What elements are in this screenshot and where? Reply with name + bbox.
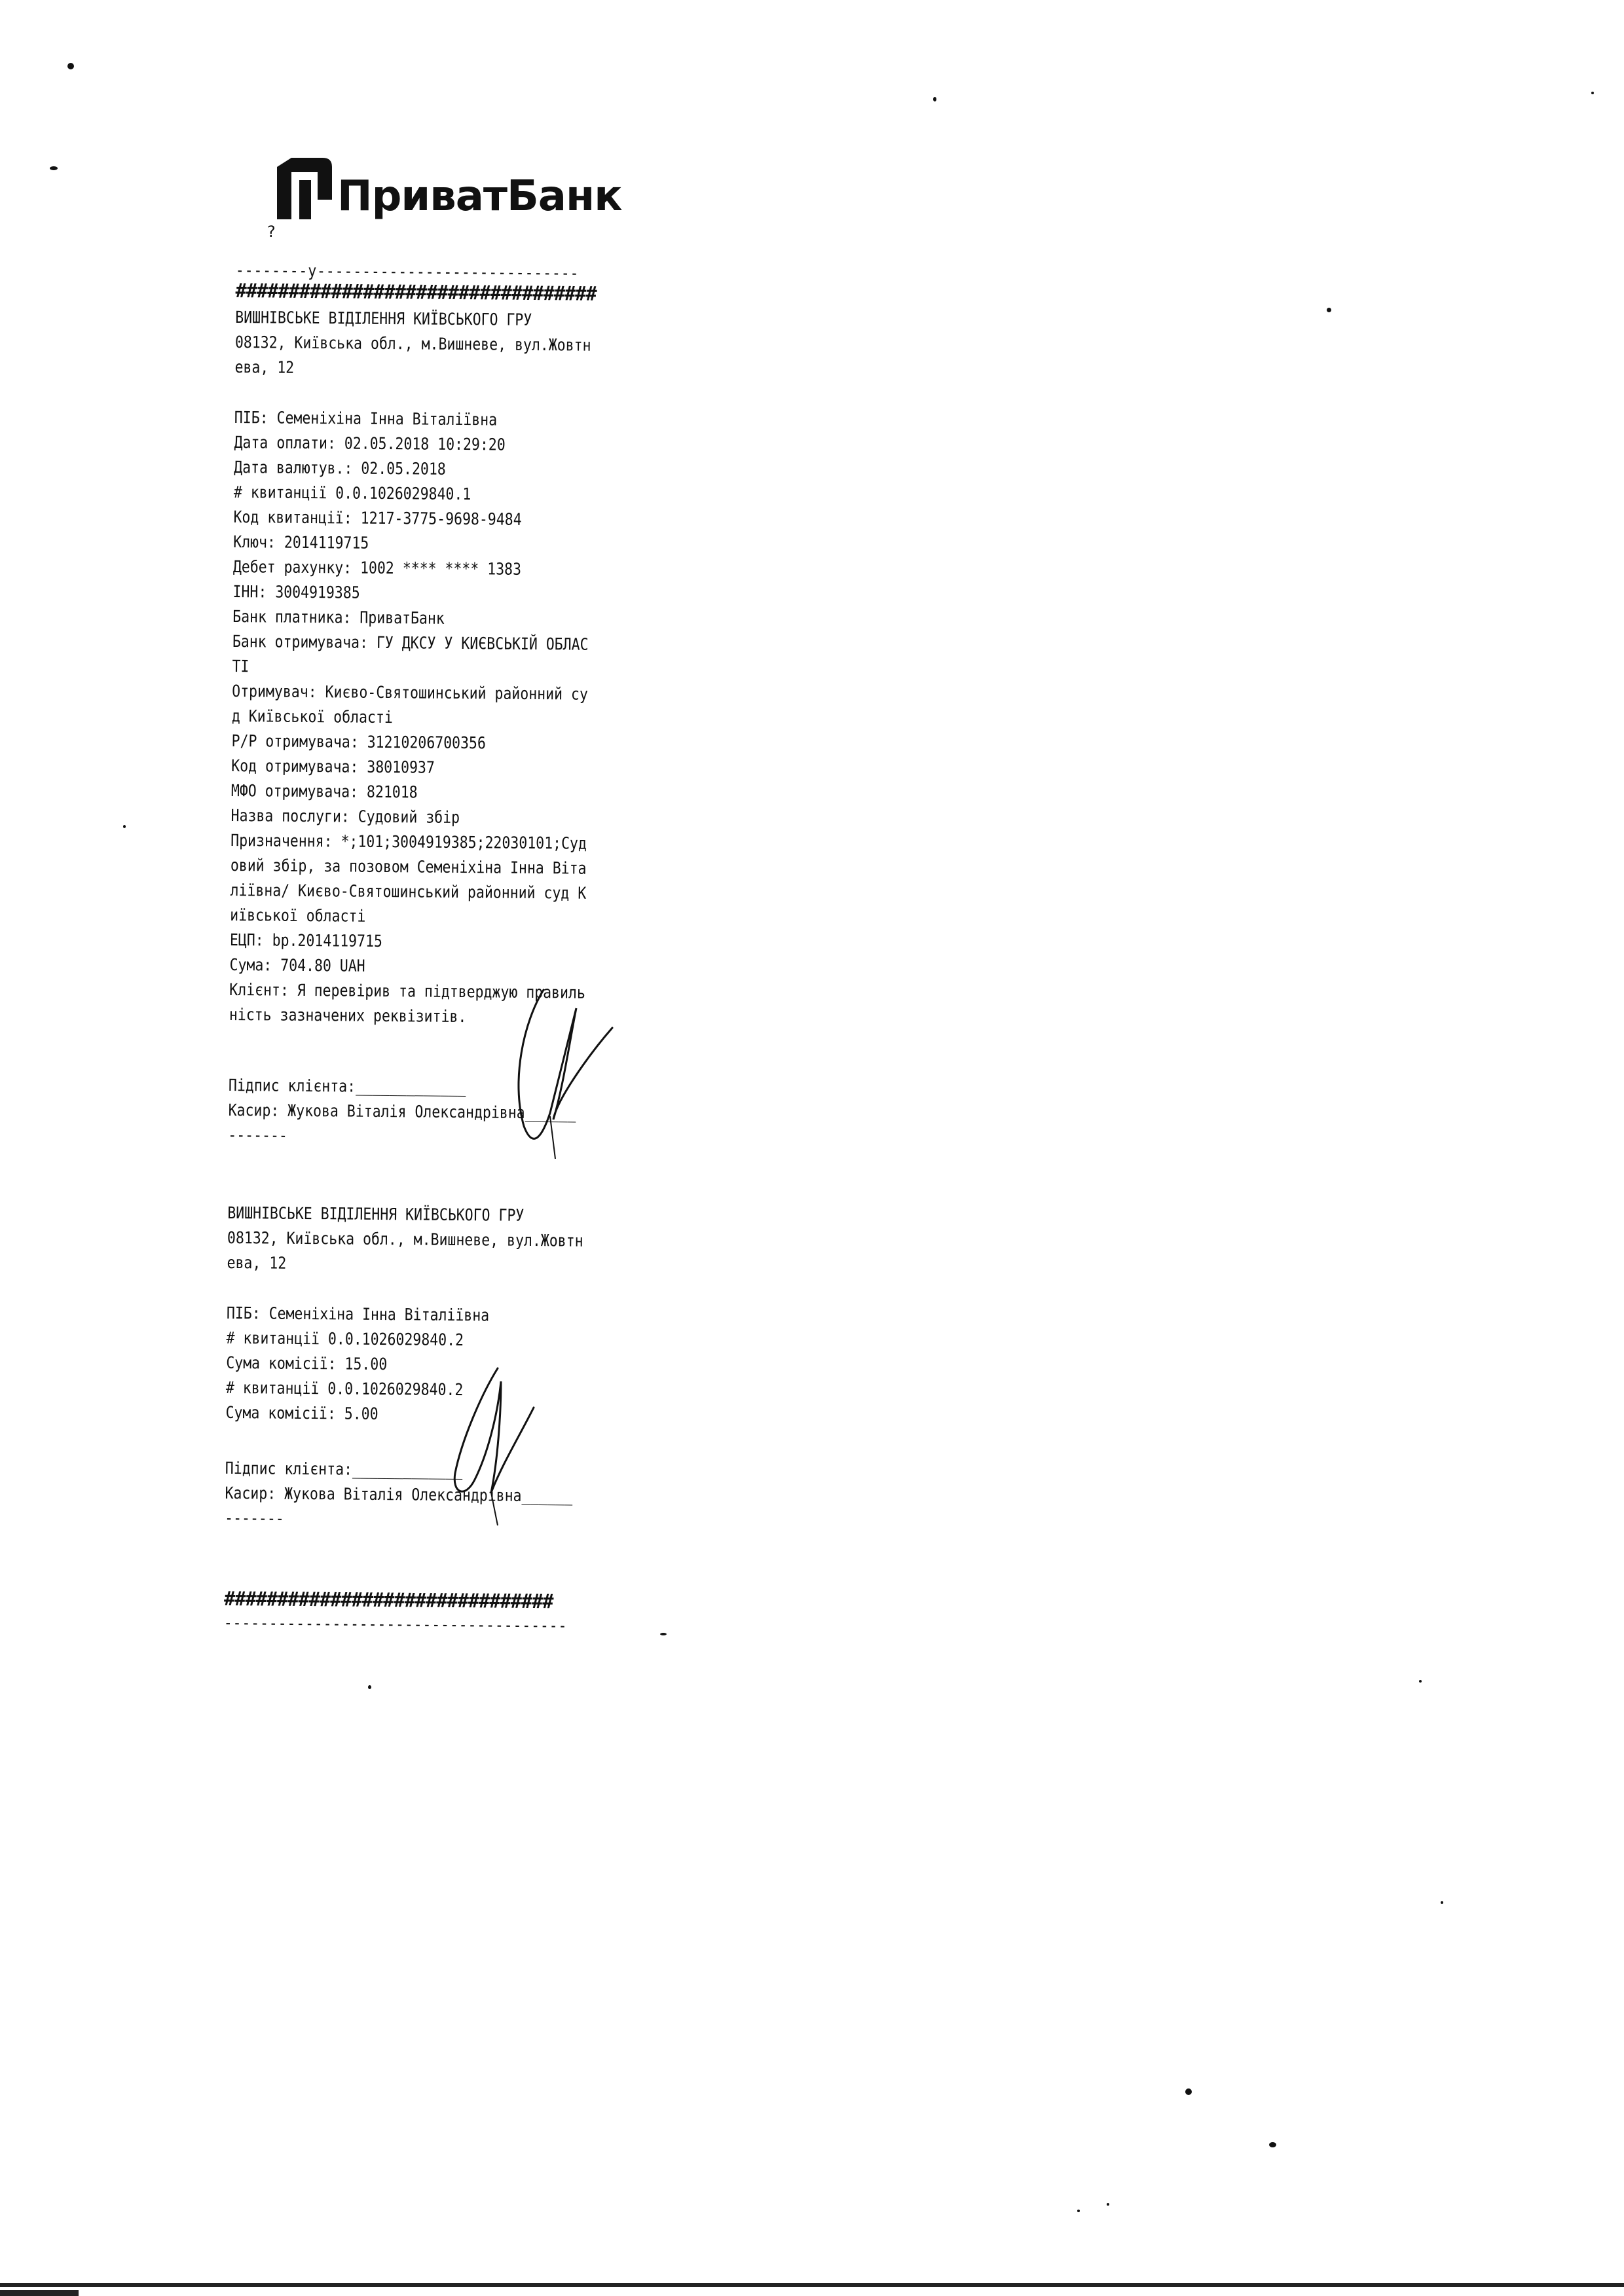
client-signature-line-2: Підпис клієнта:_____________ (225, 1458, 463, 1480)
client-signature-line: Підпис клієнта:_____________ (228, 1075, 466, 1097)
receipt-number-3: # квитанції 0.0.1026029840.2 (225, 1377, 464, 1400)
branch-name: ВИШНІВСЬКЕ ВІДІЛЕННЯ КИЇВСЬКОГО ГРУ (235, 307, 532, 329)
key: Ключ: 2014119715 (233, 532, 369, 553)
receipt (223, 259, 655, 1635)
recipient-code: Код отримувача: 38010937 (231, 756, 435, 777)
debit-account: Дебет рахунку: 1002 **** **** 1383 (232, 556, 522, 579)
client-confirmation-cont: ність зазначених реквізитів. (229, 1004, 467, 1027)
privatbank-logo (272, 154, 638, 246)
receipt-code: Код квитанції: 1217-3775-9698-9484 (233, 507, 522, 529)
question-mark: ? (267, 223, 276, 241)
payer-name: ПІБ: Семеніхіна Інна Віталіївна (234, 407, 498, 429)
purpose-cont-3: иївської області (230, 905, 366, 926)
recipient-bank: Банк отримувача: ГУ ДКСУ У КИЄВСЬКІЙ ОБЛАС (232, 631, 589, 654)
scan-edge-mark (0, 2290, 79, 2296)
bank-name: ПриватБанк (337, 172, 622, 221)
purpose-cont-2: ліївна/ Києво-Святошинський районний суд К (230, 880, 587, 903)
separator-dash: --------y----------------------------- (235, 260, 580, 283)
ecp: ЕЦП: bp.2014119715 (229, 930, 383, 951)
recipient: Отримувач: Києво-Святошинський районний су (232, 681, 588, 704)
branch-address-2-cont: ева, 12 (227, 1252, 287, 1273)
cashier-name: Касир: Жукова Віталія Олександрівна______ (228, 1100, 576, 1123)
branch-address-2: 08132, Київська обл., м.Вишневе, вул.Жовтн (227, 1228, 583, 1250)
branch-address-cont: ева, 12 (234, 357, 295, 377)
scan-edge (0, 2283, 1624, 2287)
payer-name-2: ПІБ: Семеніхіна Інна Віталіївна (226, 1303, 490, 1325)
service-name: Назва послуги: Судовий збір (231, 805, 460, 828)
client-confirmation: Клієнт: Я перевірив та підтверджую правиль (229, 979, 586, 1002)
value-date: Дата валютув.: 02.05.2018 (234, 457, 446, 479)
receipt-number: # квитанції 0.0.1026029840.1 (233, 482, 471, 504)
separator-hash: ################################## (235, 279, 597, 306)
signature-2 (435, 1362, 540, 1532)
commission-fee-1: Сума комісії: 15.00 (226, 1353, 388, 1374)
recipient-cont: д Київської області (231, 706, 393, 727)
payer-bank: Банк платника: ПриватБанк (232, 606, 445, 628)
receipt-number-2: # квитанції 0.0.1026029840.2 (226, 1328, 464, 1350)
cashier-name-cont: ------- (228, 1125, 288, 1145)
commission-fee-2: Сума комісії: 5.00 (225, 1402, 378, 1423)
footer-hash: ############################### (223, 1587, 553, 1614)
recipient-mfo: МФО отримувача: 821018 (231, 780, 418, 802)
purpose-cont-1: овий збір, за позовом Семеніхіна Інна Віта (230, 855, 587, 878)
signature-1 (498, 982, 629, 1178)
cashier-name-2-cont: ------- (225, 1508, 284, 1528)
branch-name-2: ВИШНІВСЬКЕ ВІДІЛЕННЯ КИЇВСЬКОГО ГРУ (227, 1203, 525, 1225)
amount: Сума: 704.80 UAH (229, 955, 365, 975)
branch-address: 08132, Київська обл., м.Вишневе, вул.Жовтн (234, 332, 591, 355)
purpose: Призначення: *;101;3004919385;22030101;Суд (231, 830, 587, 853)
privatbank-logo-icon (272, 154, 337, 227)
cashier-name-2: Касир: Жукова Віталія Олександрівна______ (225, 1483, 573, 1506)
inn: ІНН: 3004919385 (232, 581, 360, 602)
recipient-account: Р/Р отримувача: 31210206700356 (231, 731, 487, 753)
payment-date: Дата оплати: 02.05.2018 10:29:20 (234, 432, 506, 454)
footer-dash: -------------------------------------- (223, 1613, 568, 1635)
recipient-bank-cont: ТІ (232, 656, 249, 676)
